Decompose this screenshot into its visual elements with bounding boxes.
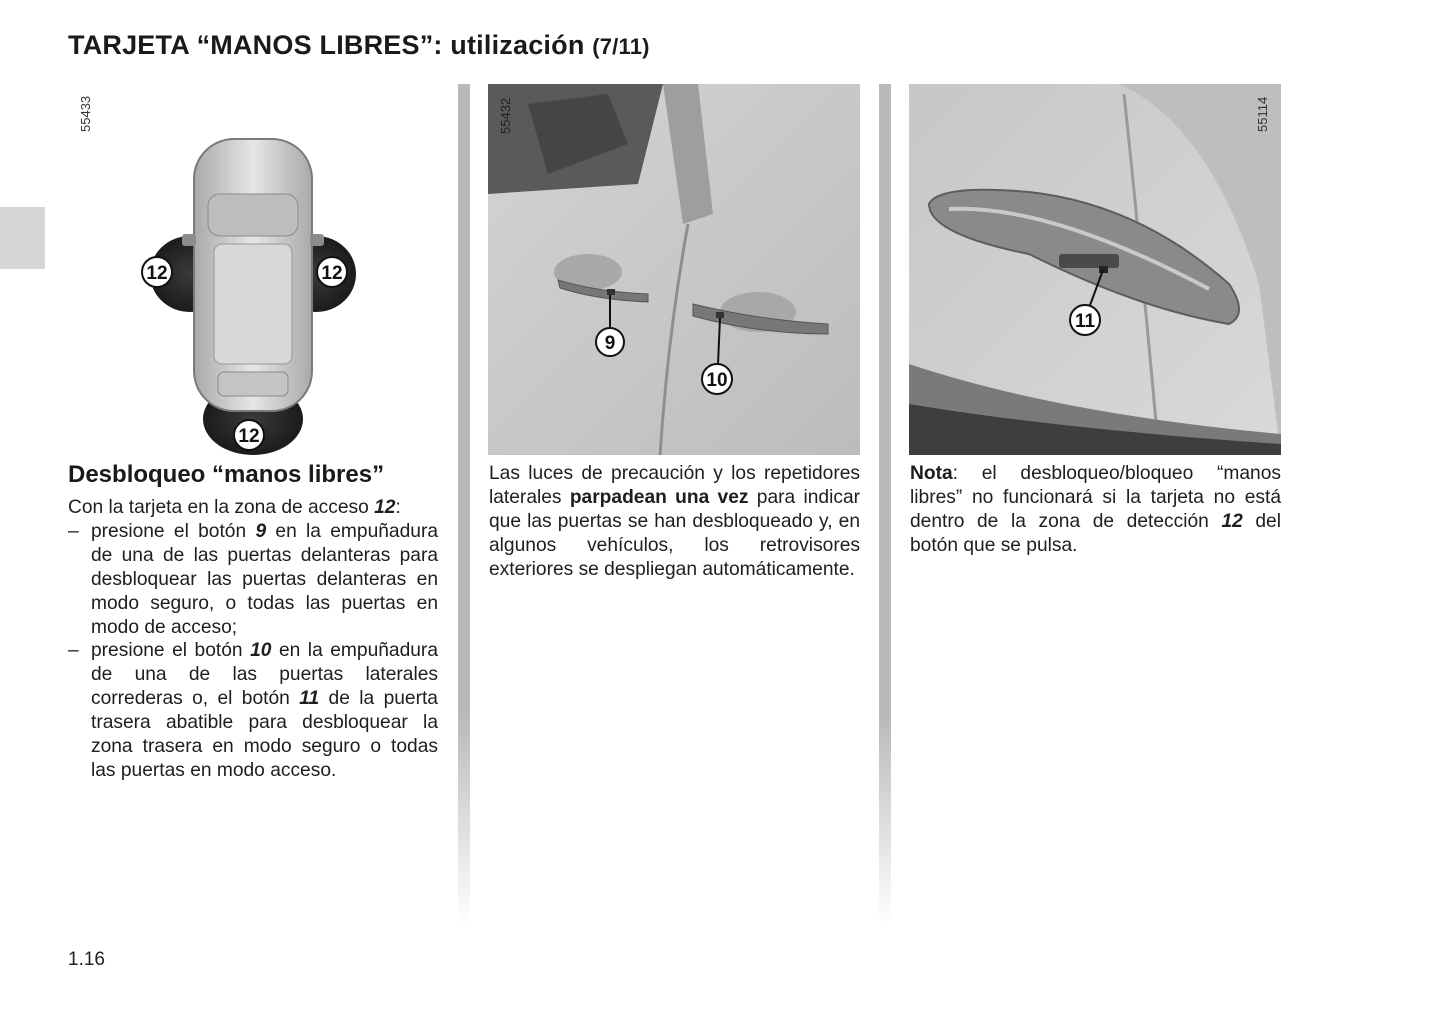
page-title — [68, 30, 650, 61]
figure-tailgate-handle — [909, 84, 1281, 455]
svg-text:9: 9 — [604, 333, 616, 354]
mirror-right — [310, 234, 324, 246]
section-heading: Desbloqueo “manos libres” — [68, 461, 385, 488]
button-9 — [607, 289, 615, 295]
vehicle-top-view-illustration — [68, 84, 440, 455]
list-item: – presione el botón 9 en la empuñadura de una de las puertas delanteras para desbloquear las puertas delanteras en modo seguro, o todas las puertas en modo de acceso; — [68, 520, 438, 640]
callout-12-rear — [234, 420, 264, 450]
instructions-column — [68, 496, 438, 783]
figure-door-handles — [488, 84, 860, 455]
figure-vehicle-top-view — [68, 84, 440, 455]
button-10 — [716, 312, 724, 318]
vehicle-roof — [214, 244, 292, 364]
list-item: – presione el botón 10 en la empuñadura de una de las puertas laterales correderas o, el botón 11 de la puerta trasera abatible para desbloquear la zona trasera en modo seguro o todas las puertas en modo acceso. — [68, 639, 438, 782]
vehicle-rear-window — [218, 372, 288, 396]
svg-text:10: 10 — [706, 370, 728, 391]
svg-text:12: 12 — [321, 263, 343, 284]
figure-ref-number: 55114 — [1255, 96, 1270, 132]
chapter-tab — [0, 207, 45, 269]
intro-paragraph: Con la tarjeta en la zona de acceso 12: — [68, 497, 401, 518]
page-number: 1.16 — [68, 949, 105, 970]
door-handles-illustration — [488, 84, 860, 455]
tailgate-handle-illustration — [909, 84, 1281, 455]
svg-text:12: 12 — [238, 426, 260, 447]
callout-12-left — [142, 257, 172, 287]
svg-text:11: 11 — [1074, 311, 1096, 332]
page-counter: (7/11) — [592, 34, 650, 59]
button-11 — [1099, 266, 1108, 273]
note-paragraph: Nota: el desbloqueo/bloqueo “manos libres” no funcionará si la tarjeta no está dentro de la zona de detección 12 del botón que se pulsa. — [910, 463, 1281, 556]
vehicle-windscreen — [208, 194, 298, 236]
column-divider — [458, 84, 470, 924]
hazard-lights-paragraph: Las luces de precaución y los repetidores laterales parpadean una vez para indicar que las puertas se han desbloqueado y, en algunos vehículos, los retrovisores exteriores se despliegan automáticamente. — [489, 463, 861, 580]
mirror-left — [182, 234, 196, 246]
instruction-list — [68, 520, 438, 783]
callout-11 — [1070, 305, 1100, 335]
callout-9 — [596, 328, 624, 356]
figure-ref-number: 55432 — [498, 97, 513, 134]
figure-ref-number: 55433 — [78, 95, 93, 132]
page-title-text: TARJETA “MANOS LIBRES”: utilización — [68, 30, 585, 60]
svg-text:12: 12 — [146, 263, 168, 284]
callout-10 — [702, 364, 732, 394]
number-plate-light — [1059, 254, 1119, 268]
column-divider — [879, 84, 891, 924]
callout-12-right — [317, 257, 347, 287]
